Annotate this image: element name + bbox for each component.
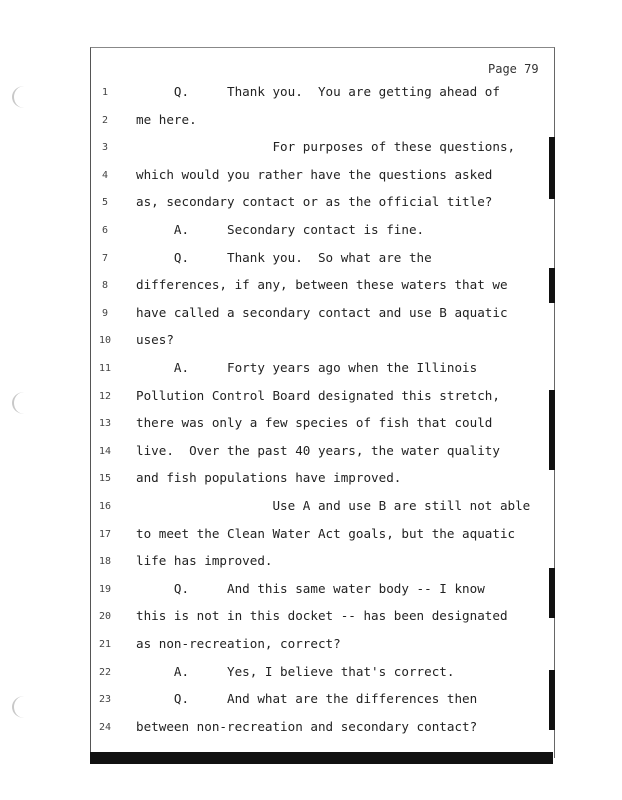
page-number: Page 79 [488, 62, 539, 76]
margin-mark [549, 268, 555, 303]
line-number: 18 [98, 556, 112, 568]
transcript-line: differences, if any, between these waters that we [136, 277, 508, 293]
transcript-line: A. Secondary contact is fine. [136, 222, 425, 237]
transcript-line: between non-recreation and secondary contact? [136, 718, 478, 734]
punch-hole [12, 696, 36, 718]
line-number: 12 [98, 390, 112, 402]
line-number: 23 [98, 694, 112, 706]
line-number: 13 [98, 418, 112, 430]
line-number: 7 [101, 252, 109, 264]
line-number: 9 [101, 307, 109, 319]
transcript-line: A. Yes, I believe that's correct. [136, 663, 455, 679]
margin-mark [549, 390, 555, 470]
line-number: 22 [98, 666, 112, 678]
line-number: 11 [98, 363, 112, 374]
line-number: 2 [101, 114, 109, 126]
transcript-line: there was only a few species of fish that could [136, 415, 493, 431]
line-number: 24 [98, 721, 112, 733]
line-number: 21 [98, 639, 112, 650]
line-number: 16 [98, 501, 112, 512]
line-number: 4 [101, 169, 109, 181]
transcript-line: and fish populations have improved. [136, 470, 402, 486]
transcript-line: as, secondary contact or as the official title? [136, 194, 493, 210]
punch-hole [12, 86, 36, 108]
line-number: 1 [101, 87, 109, 98]
transcript-line: Use A and use B are still not able [136, 498, 531, 513]
line-number: 6 [101, 225, 109, 236]
punch-hole [12, 392, 36, 414]
line-number: 17 [98, 528, 112, 540]
transcript-line: me here. [136, 111, 197, 127]
line-number: 10 [98, 335, 112, 347]
transcript-line: have called a secondary contact and use B aquatic [136, 304, 508, 320]
margin-mark [549, 670, 555, 730]
line-number: 3 [101, 142, 109, 154]
transcript-line: this is not in this docket -- has been designated [136, 608, 508, 624]
transcript-line: Q. Thank you. So what are the [136, 249, 432, 265]
transcript-line: which would you rather have the questions asked [136, 166, 493, 182]
line-number: 20 [98, 611, 112, 623]
transcript-line: A. Forty years ago when the Illinois [136, 360, 478, 375]
transcript-line: uses? [136, 332, 174, 348]
line-number: 15 [98, 473, 112, 485]
line-number: 8 [101, 280, 109, 292]
transcript-line: life has improved. [136, 553, 273, 569]
line-number: 19 [98, 583, 112, 595]
transcript-line: For purposes of these questions, [136, 139, 516, 155]
line-number: 14 [98, 445, 112, 457]
page-bottom-border [90, 752, 553, 764]
line-number: 5 [101, 197, 109, 209]
transcript-line: Q. Thank you. You are getting ahead of [136, 84, 500, 99]
transcript-line: live. Over the past 40 years, the water quality [136, 442, 500, 458]
margin-mark [549, 137, 555, 199]
transcript-line: to meet the Clean Water Act goals, but the aquatic [136, 525, 516, 541]
transcript-line: Pollution Control Board designated this stretch, [136, 387, 500, 403]
transcript-line: Q. And this same water body -- I know [136, 580, 485, 596]
transcript-line: Q. And what are the differences then [136, 691, 478, 707]
margin-mark [549, 568, 555, 618]
transcript-line: as non-recreation, correct? [136, 636, 341, 651]
